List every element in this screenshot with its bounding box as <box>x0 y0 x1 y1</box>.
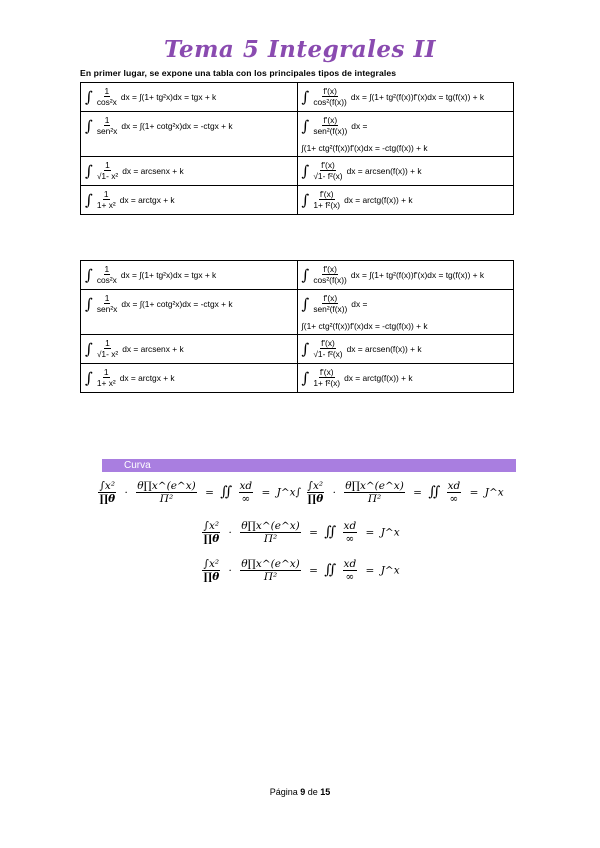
integral-sign: ∫ <box>301 368 310 387</box>
formula-cell-right <box>297 157 514 186</box>
section-heading: Curva <box>124 460 151 471</box>
eq-fraction: $\frac{xd}{\infty}$ <box>343 558 357 583</box>
integral-sign: ∫ <box>85 161 93 180</box>
eq-fraction: $\frac{\theta\prod x\^{}(e\^{}x)}{\text{Π²}}$ <box>241 520 300 545</box>
integral-sign: ∫ <box>85 265 93 284</box>
integral-sign: ∫ <box>301 116 310 135</box>
formula-fraction: $\frac{1}{\text{√1- x²}}$ <box>96 338 119 359</box>
integral-table-2 <box>80 260 514 393</box>
eq-fraction: $\frac{\theta\prod x\^{}(e\^{}x)}{\text{Π²}}$ <box>137 480 196 505</box>
formula-fraction: $\frac{1}{\text{√1- x²}}$ <box>96 160 119 181</box>
integral-sign: ∫ <box>85 116 93 135</box>
integral-sign: ∫ <box>85 368 93 387</box>
integral-sign: ∫ <box>85 294 93 313</box>
integral-sign: ∫ <box>85 339 93 358</box>
formula-fraction: $\frac{1}{\text{sen²x}}$ <box>96 115 118 136</box>
formula: ∫ $\frac{1}{\text{√1- x²}}$ dx = arcsenx + k <box>85 338 184 359</box>
formula: ∫ $\frac{f'(x)}{\text{1+ f²(x)}}$ dx = arctg(f(x)) + k <box>301 189 413 210</box>
formula-cell-left <box>81 261 298 290</box>
formula: ∫ $\frac{f'(x)}{\text{sen²(f(x))}}$ dx = <box>301 293 368 314</box>
formula: ∫ $\frac{f'(x)}{\text{√1- f²(x)}}$ dx = arcsen(f(x)) + k <box>301 160 422 181</box>
formula: ∫ $\frac{f'(x)}{\text{√1- f²(x)}}$ dx = arcsen(f(x)) + k <box>301 338 422 359</box>
formula: ∫ $\frac{1}{\text{cos²x}}$ dx = ∫(1+ tg²x)dx = tgx + k <box>85 86 217 107</box>
formula: ∫ $\frac{f'(x)}{\text{sen²(f(x))}}$ dx = <box>301 115 368 136</box>
integral-sign: ∫ <box>301 339 310 358</box>
formula-continuation: ∫(1+ ctg²(f(x))f'(x)dx = -ctg(f(x)) + k <box>301 143 428 153</box>
formula: ∫ $\frac{f'(x)}{\text{cos²(f(x))}}$ dx = ∫(1+ tg²(f(x))f'(x)dx = tg(f(x)) + k <box>301 86 485 107</box>
footer-prefix: Página <box>269 787 298 797</box>
formula-cell-right <box>297 186 514 215</box>
formula-cell-left <box>81 157 298 186</box>
formula-fraction: $\frac{1}{\text{1+ x²}}$ <box>96 189 116 210</box>
formula-fraction: $\frac{f'(x)}{\text{1+ f²(x)}}$ <box>313 367 341 388</box>
formula: ∫ $\frac{1}{\text{cos²x}}$ dx = ∫(1+ tg²x)dx = tgx + k <box>85 264 217 285</box>
eq-fraction: $\frac{xd}{\infty}$ <box>239 480 253 505</box>
formula: ∫ $\frac{1}{\text{sen²x}}$ dx = ∫(1+ cotg²x)dx = -ctgx + k <box>85 293 233 314</box>
formula: ∫ $\frac{1}{\text{1+ x²}}$ dx = arctgx + k <box>85 367 175 388</box>
formula-fraction: $\frac{f'(x)}{\text{cos²(f(x))}}$ <box>313 86 347 107</box>
section-heading-bar <box>102 459 516 472</box>
eq-fraction: $\frac{\text{∫x²}}{\prod\theta}$ <box>203 520 220 545</box>
equation-line-3: $\frac{\text{∫x²}}{\prod\theta}$ · $\frac{\theta\prod x\^{}(e\^{}x)}{\text{Π²}}$ = ∬ $\frac{xd}{\infty}$ = J^x <box>203 558 400 583</box>
eq-fraction: $\frac{\text{∫x²}}{\prod\theta}$ <box>99 480 116 505</box>
eq-fraction: $\frac{xd}{\infty}$ <box>447 480 461 505</box>
table-row <box>81 261 514 290</box>
eq-fraction: $\frac{\theta\prod x\^{}(e\^{}x)}{\text{Π²}}$ <box>241 558 300 583</box>
table-row <box>81 157 514 186</box>
formula-fraction: $\frac{1}{\text{1+ x²}}$ <box>96 367 116 388</box>
formula-fraction: $\frac{f'(x)}{\text{cos²(f(x))}}$ <box>313 264 347 285</box>
intro-text: En primer lugar, se expone una tabla con los principales tipos de integrales <box>80 68 397 78</box>
integral-sign: ∫ <box>85 190 93 209</box>
table-row <box>81 364 514 393</box>
table-row <box>81 112 514 157</box>
eq-fraction: $\frac{\theta\prod x\^{}(e\^{}x)}{\text{Π²}}$ <box>345 480 404 505</box>
integral-sign: ∫ <box>301 87 310 106</box>
formula: ∫ $\frac{1}{\text{sen²x}}$ dx = ∫(1+ cotg²x)dx = -ctgx + k <box>85 115 233 136</box>
page-footer <box>0 787 600 797</box>
integral-sign: ∫ <box>301 161 310 180</box>
formula: ∫ $\frac{1}{\text{1+ x²}}$ dx = arctgx + k <box>85 189 175 210</box>
eq-fraction: $\frac{xd}{\infty}$ <box>343 520 357 545</box>
integral-sign: ∫ <box>85 87 93 106</box>
formula-cell-right <box>297 335 514 364</box>
formula-fraction: $\frac{1}{\text{cos²x}}$ <box>96 86 117 107</box>
formula-cell-left <box>81 364 298 393</box>
integral-sign: ∫ <box>301 294 310 313</box>
formula-cell-right <box>297 261 514 290</box>
formula-continuation: ∫(1+ ctg²(f(x))f'(x)dx = -ctg(f(x)) + k <box>301 321 428 331</box>
footer-total-pages: 15 <box>320 787 331 797</box>
integral-sign: ∫ <box>301 265 310 284</box>
equation-line-2: $\frac{\text{∫x²}}{\prod\theta}$ · $\frac{\theta\prod x\^{}(e\^{}x)}{\text{Π²}}$ = ∬ $\frac{xd}{\infty}$ = J^x <box>203 520 400 545</box>
table-row <box>81 83 514 112</box>
page-title: Tema 5 Integrales II <box>163 36 437 63</box>
formula-cell-right <box>297 290 514 335</box>
formula-cell-left <box>81 335 298 364</box>
formula-cell-right <box>297 364 514 393</box>
formula-fraction: $\frac{f'(x)}{\text{√1- f²(x)}}$ <box>313 338 343 359</box>
formula: ∫ $\frac{f'(x)}{\text{cos²(f(x))}}$ dx = ∫(1+ tg²(f(x))f'(x)dx = tg(f(x)) + k <box>301 264 485 285</box>
formula-cell-left <box>81 112 298 157</box>
footer-current-page: 9 <box>300 787 306 797</box>
footer-of: de <box>307 787 318 797</box>
formula-fraction: $\frac{f'(x)}{\text{1+ f²(x)}}$ <box>313 189 341 210</box>
formula-cell-right <box>297 83 514 112</box>
table-row <box>81 335 514 364</box>
formula-cell-left <box>81 83 298 112</box>
formula-cell-left <box>81 186 298 215</box>
formula-fraction: $\frac{f'(x)}{\text{sen²(f(x))}}$ <box>313 293 348 314</box>
formula-fraction: $\frac{1}{\text{cos²x}}$ <box>96 264 117 285</box>
formula-cell-right <box>297 112 514 157</box>
formula-fraction: $\frac{1}{\text{sen²x}}$ <box>96 293 118 314</box>
formula-fraction: $\frac{f'(x)}{\text{sen²(f(x))}}$ <box>313 115 348 136</box>
table-row <box>81 186 514 215</box>
formula: ∫ $\frac{1}{\text{√1- x²}}$ dx = arcsenx + k <box>85 160 184 181</box>
integral-sign: ∫ <box>301 190 310 209</box>
table-row <box>81 290 514 335</box>
integral-table-1 <box>80 82 514 215</box>
formula-fraction: $\frac{f'(x)}{\text{√1- f²(x)}}$ <box>313 160 343 181</box>
equation-line-1: $\frac{\text{∫x²}}{\prod\theta}$ · $\frac{\theta\prod x\^{}(e\^{}x)}{\text{Π²}}$ = ∬ $\frac{xd}{\infty}$ = J^x∫ $\frac{\text{∫x²}}{\prod\theta}$ · $\frac{\theta\prod x\^{}(e\^{}x)}{\text{Π²}}$ = ∬ $\frac{xd}{\infty}$ = J^x <box>99 480 504 505</box>
eq-fraction: $\frac{\text{∫x²}}{\prod\theta}$ <box>203 558 220 583</box>
eq-fraction: $\frac{\text{∫x²}}{\prod\theta}$ <box>307 480 324 505</box>
formula: ∫ $\frac{f'(x)}{\text{1+ f²(x)}}$ dx = arctg(f(x)) + k <box>301 367 413 388</box>
formula-cell-left <box>81 290 298 335</box>
